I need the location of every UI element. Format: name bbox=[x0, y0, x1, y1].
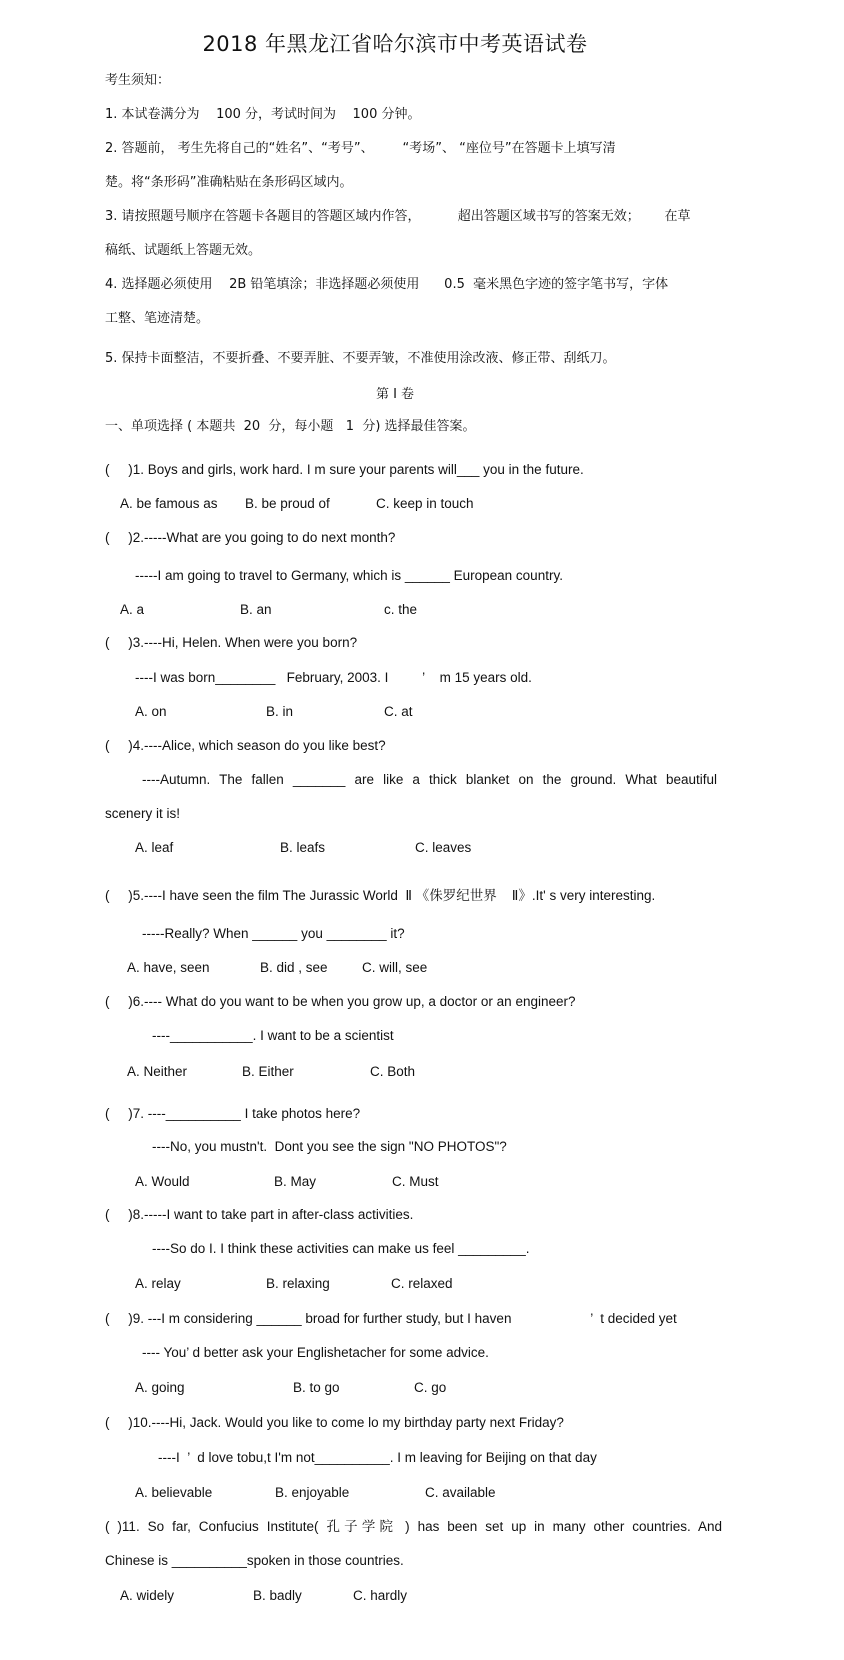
option-a: A. Would bbox=[135, 1174, 190, 1189]
option-b: B. Either bbox=[242, 1064, 294, 1079]
notice-heading: 考生须知： bbox=[105, 73, 171, 88]
question-stem: ( )10.----Hi, Jack. Would you like to come lo my birthday party next Friday? bbox=[105, 1415, 564, 1430]
question-dialogue: ----I was born________ February, 2003. I ’ m 15 years old. bbox=[135, 670, 532, 685]
question-dialogue: -----I am going to travel to Germany, which is ______ European country. bbox=[135, 568, 563, 583]
option-a: A. leaf bbox=[135, 840, 174, 855]
option-a: A. widely bbox=[120, 1588, 175, 1603]
question-dialogue: -----Really? When ______ you ________ it? bbox=[142, 926, 405, 941]
option-c: C. go bbox=[414, 1380, 447, 1395]
question-stem: ( )3.----Hi, Helen. When were you born? bbox=[105, 635, 358, 650]
option-b: B. did , see bbox=[260, 960, 328, 975]
question-dialogue: Chinese is __________spoken in those countries. bbox=[105, 1553, 404, 1568]
option-b: B. relaxing bbox=[266, 1276, 330, 1291]
notice-item: 稿纸、试题纸上答题无效。 bbox=[105, 243, 262, 258]
option-c: C. keep in touch bbox=[376, 496, 474, 511]
question-dialogue: ----So do I. I think these activities can make us feel _________. bbox=[152, 1241, 530, 1256]
question-stem: ( )6.---- What do you want to be when you grow up, a doctor or an engineer? bbox=[105, 994, 576, 1009]
option-b: B. badly bbox=[253, 1588, 302, 1603]
question-dialogue: ----No, you mustn't. Dont you see the sign "NO PHOTOS"? bbox=[152, 1139, 507, 1154]
section-instruction: 一、单项选择 ( 本题共 20 分，每小题 1 分) 选择最佳答案。 bbox=[105, 419, 476, 434]
option-a: A. believable bbox=[135, 1485, 213, 1500]
option-a: A. going bbox=[135, 1380, 185, 1395]
question-stem: ( )5.----I have seen the film The Jurassic World Ⅱ 《侏罗纪世界 Ⅱ》.It' s very interesting. bbox=[105, 888, 656, 903]
notice-item: 楚。将“条形码”准确粘贴在条形码区域内。 bbox=[105, 175, 353, 190]
option-b: B. leafs bbox=[280, 840, 326, 855]
option-c: C. leaves bbox=[415, 840, 472, 855]
option-b: B. May bbox=[274, 1174, 317, 1189]
option-a: A. have, seen bbox=[127, 960, 210, 975]
option-c: C. Both bbox=[370, 1064, 416, 1079]
question-dialogue-cont: scenery it is! bbox=[105, 806, 181, 821]
notice-item: 2. 答题前， 考生先将自己的“姓名”、“考号”、 “考场”、 “座位号”在答题卡上填写清 bbox=[105, 141, 616, 156]
notice-item: 1. 本试卷满分为 100 分，考试时间为 100 分钟。 bbox=[105, 107, 421, 122]
question-dialogue: ---- You’ d better ask your Englishetacher for some advice. bbox=[142, 1345, 489, 1360]
option-a: A. on bbox=[135, 704, 167, 719]
option-b: B. enjoyable bbox=[275, 1485, 350, 1500]
notice-item: 5. 保持卡面整洁，不要折叠、不要弄脏、不要弄皱，不准使用涂改液、修正带、刮纸刀。 bbox=[105, 351, 616, 366]
option-b: B. an bbox=[240, 602, 272, 617]
question-stem: ( )11. So far, Confucius Institute( 孔子学院 ) has been set up in many other countries. And bbox=[105, 1519, 722, 1534]
option-a: A. a bbox=[120, 602, 145, 617]
option-b: B. be proud of bbox=[245, 496, 330, 511]
question-dialogue: ----I ’ d love tobu,t I'm not__________. I m leaving for Beijing on that day bbox=[158, 1450, 597, 1465]
section-title: 第 I 卷 bbox=[375, 387, 415, 402]
question-stem: ( )1. Boys and girls, work hard. I m sure your parents will___ you in the future. bbox=[105, 462, 584, 477]
question-stem: ( )9. ---I m considering ______ broad for further study, but I haven ’ t decided yet bbox=[105, 1311, 677, 1326]
option-b: B. to go bbox=[293, 1380, 340, 1395]
exam-title: 2018 年黑龙江省哈尔滨市中考英语试卷 bbox=[202, 32, 588, 56]
option-c: C. at bbox=[384, 704, 413, 719]
option-c: C. relaxed bbox=[391, 1276, 453, 1291]
notice-item: 3. 请按照题号顺序在答题卡各题目的答题区域内作答， 超出答题区域书写的答案无效； 在草 bbox=[105, 209, 691, 224]
question-dialogue: ----Autumn. The fallen _______ are like a thick blanket on the ground. What beautiful bbox=[142, 772, 717, 787]
option-c: c. the bbox=[384, 602, 418, 617]
option-c: C. Must bbox=[392, 1174, 439, 1189]
question-stem: ( )2.-----What are you going to do next month? bbox=[105, 530, 396, 545]
option-c: C. will, see bbox=[362, 960, 428, 975]
option-a: A. be famous as bbox=[120, 496, 218, 511]
question-stem: ( )7. ----__________ I take photos here? bbox=[105, 1106, 361, 1121]
option-b: B. in bbox=[266, 704, 294, 719]
question-stem: ( )4.----Alice, which season do you like best? bbox=[105, 738, 386, 753]
option-c: C. available bbox=[425, 1485, 496, 1500]
notice-item: 工整、笔迹清楚。 bbox=[105, 311, 210, 326]
question-stem: ( )8.-----I want to take part in after-class activities. bbox=[105, 1207, 414, 1222]
option-a: A. relay bbox=[135, 1276, 181, 1291]
notice-item: 4. 选择题必须使用 2B 铅笔填涂；非选择题必须使用 0.5 毫米黑色字迹的签字笔书写，字体 bbox=[105, 277, 669, 292]
question-dialogue: ----___________. I want to be a scientist bbox=[152, 1028, 394, 1043]
option-c: C. hardly bbox=[353, 1588, 408, 1603]
option-a: A. Neither bbox=[127, 1064, 188, 1079]
